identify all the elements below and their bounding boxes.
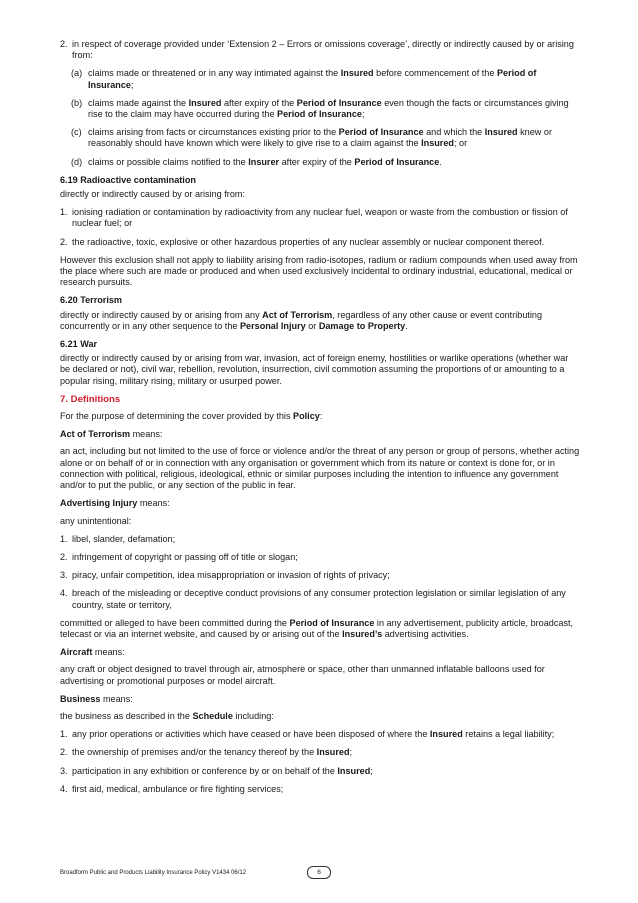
item-text: the radioactive, toxic, explosive or other hazardous properties of any nuclear assembly or nuclear component thereof. <box>72 236 545 247</box>
defined-term: Period of Insurance <box>88 68 537 90</box>
definitions-heading: 7. Definitions <box>60 393 121 405</box>
text-run: before commencement of the <box>373 68 497 79</box>
defined-term: Insured’s <box>342 628 383 639</box>
text-run: even though the facts or circumstances giving rise to the claim may have occurred during the <box>88 97 569 120</box>
defined-term: Period of Insurance <box>354 156 440 167</box>
defined-term: Policy <box>293 411 320 422</box>
defined-term: Business <box>60 693 101 704</box>
definition-term <box>60 694 580 705</box>
text-run: For the purpose of determining the cover provided by this <box>60 411 294 422</box>
list-item <box>60 207 580 229</box>
text-run: ; <box>349 747 353 758</box>
defined-term: Period of Insurance <box>289 617 375 628</box>
item-number: 2. <box>60 236 68 247</box>
item-number: 3. <box>60 570 68 581</box>
defined-term: Insured <box>484 127 518 138</box>
text-run: ; <box>370 765 373 776</box>
sub-item <box>60 157 580 168</box>
definition-text: an act, including but not limited to the use of force or violence and/or the threat of any person or group of persons, whether acting alone or on behalf of or in connection with any organisation or government which from its nature or context is done for, or in connection with political, religious, ideological, ethnic or similar purposes including the intention to influence any government and/or to put the public, or any section of the public in fear. <box>60 446 580 491</box>
item-number: 2. <box>60 747 68 758</box>
section-heading: 6.19 Radioactive contamination <box>60 174 196 185</box>
list-item <box>60 237 580 248</box>
definition-text: any craft or object designed to travel through air, atmosphere or space, other than unmanned inflatable balloons used for advertising or promotional purposes or model aircraft. <box>60 664 545 686</box>
item-number: 1. <box>60 729 68 740</box>
text-run: and which the <box>423 127 485 138</box>
list-item <box>60 588 580 610</box>
text-run: claims made against the <box>88 97 189 108</box>
text-run: knew or reasonably should have known which were likely to give rise to a claim against the <box>88 127 552 149</box>
item-text: in respect of coverage provided under ‘Extension 2 – Errors or omissions coverage’, directly or indirectly caused by or arising from: <box>72 39 574 61</box>
sub-item <box>60 127 580 149</box>
text-run: means: <box>100 693 133 704</box>
text-run: first aid, medical, ambulance or fire fighting services; <box>72 783 284 794</box>
text-run: , regardless of any other cause or event contributing concurrently or in any other sequence to the <box>60 309 543 331</box>
defined-term: Aircraft <box>60 647 93 658</box>
defined-term: Schedule <box>192 710 233 721</box>
sub-item <box>60 68 580 90</box>
paragraph: directly or indirectly caused by or arising from war, invasion, act of foreign enemy, hostilities or warlike operations (whether war be declared or not), civil war, rebellion, revolution, insurrection, civil commotion assuming the proportions of or amounting to a popular rising, military rising, military or usurped power. <box>60 353 569 386</box>
list-item <box>60 570 580 581</box>
paragraph: directly or indirectly caused by or arising from: <box>60 189 245 200</box>
item-text: libel, slander, defamation; <box>72 533 176 544</box>
paragraph <box>60 411 580 422</box>
text-run: ; <box>130 79 134 90</box>
paragraph: However this exclusion shall not apply to liability arising from radio-isotopes, radium or radium compounds when used away from the place where such are made or produced and when used exclusively incidental to ordinary industrial, educational, medical or research pursuits. <box>60 254 578 288</box>
sub-item-label: (d) <box>71 156 83 167</box>
section-heading: 6.20 Terrorism <box>60 295 123 306</box>
text-run: means: <box>137 498 170 509</box>
item-number: 2. <box>60 39 68 49</box>
text-run: the ownership of premises and/or the tenancy thereof by the <box>72 747 317 758</box>
item-number: 2. <box>60 551 68 562</box>
list-item <box>60 766 580 777</box>
list-item <box>60 784 580 795</box>
text-run: directly or indirectly caused by or arising from any <box>60 309 263 320</box>
list-item <box>60 552 580 563</box>
definition-term <box>60 429 580 440</box>
defined-term: Insurer <box>248 156 280 167</box>
item-number: 3. <box>60 765 68 776</box>
list-item <box>60 747 580 758</box>
paragraph <box>60 310 580 332</box>
paragraph <box>60 711 580 722</box>
text-run: in any advertisement, publicity article, broadcast, telecast or via an internet website, and caused by or arising out of the <box>60 617 574 639</box>
text-run: ; or <box>453 138 468 149</box>
defined-term: Period of Insurance <box>296 97 382 108</box>
definition-term <box>60 498 580 509</box>
defined-term: Insured <box>337 765 371 776</box>
defined-term: Damage to Property <box>318 320 406 331</box>
text-run: after expiry of the <box>221 97 297 108</box>
item-number: 4. <box>60 783 68 794</box>
page-number: 6 <box>307 866 331 879</box>
sub-item <box>60 98 580 120</box>
defined-term: Insured <box>188 97 222 108</box>
section-heading: 6.21 War <box>60 339 98 350</box>
defined-term: Personal Injury <box>239 320 306 331</box>
definition-term <box>60 647 580 658</box>
item-number: 1. <box>60 207 68 218</box>
text-run: claims made or threatened or in any way intimated against the <box>88 68 341 79</box>
paragraph: any unintentional: <box>60 515 132 526</box>
document-body <box>60 39 580 802</box>
footer-text: Broadform Public and Products Liability Insurance Policy V1434 06/12 <box>60 870 247 876</box>
text-run: claims or possible claims notified to the <box>88 156 249 167</box>
item-number: 1. <box>60 533 68 544</box>
sub-item-label: (b) <box>71 97 83 108</box>
text-run: or <box>305 320 319 331</box>
defined-term: Insured <box>429 729 463 740</box>
item-text: ionising radiation or contamination by radioactivity from any nuclear fuel, weapon or waste from the combustion or fission of nuclear fuel; or <box>72 207 568 229</box>
text-run: claims arising from facts or circumstances existing prior to the <box>88 127 339 138</box>
text-run: means: <box>130 429 163 440</box>
item-text: infringement of copyright or passing off of title or slogan; <box>72 551 298 562</box>
item-text: breach of the misleading or deceptive conduct provisions of any consumer protection legislation or similar legislation of any country, state or territory, <box>72 588 566 610</box>
list-item <box>60 39 580 61</box>
text-run: ; <box>361 109 365 120</box>
list-item <box>60 534 580 545</box>
text-run: after expiry of the <box>279 156 355 167</box>
defined-term: Insured <box>340 68 374 79</box>
list-item <box>60 729 580 740</box>
text-run: : <box>319 411 323 422</box>
sub-item-label: (c) <box>71 127 82 138</box>
text-run: . <box>439 156 442 167</box>
text-run: retains a legal liability; <box>462 729 555 740</box>
defined-term: Advertising Injury <box>60 498 138 509</box>
text-run: committed or alleged to have been committed during the <box>60 617 290 628</box>
text-run: . <box>405 320 408 331</box>
defined-term: Period of Insurance <box>277 109 362 120</box>
text-run: means: <box>92 647 125 658</box>
paragraph <box>60 618 580 640</box>
text-run: advertising activities. <box>382 628 469 639</box>
defined-term: Insured <box>421 138 454 149</box>
item-text: piracy, unfair competition, idea misappropriation or invasion of rights of privacy; <box>72 570 390 581</box>
sub-item-label: (a) <box>71 68 83 79</box>
text-run: any prior operations or activities which have ceased or have been disposed of where the <box>72 729 430 740</box>
text-run: participation in any exhibition or conference by or on behalf of the <box>72 765 338 776</box>
item-number: 4. <box>60 588 68 599</box>
defined-term: Act of Terrorism <box>262 309 333 320</box>
text-run: the business as described in the <box>60 710 193 721</box>
defined-term: Insured <box>316 747 350 758</box>
defined-term: Act of Terrorism <box>60 429 131 440</box>
text-run: including: <box>232 710 274 721</box>
defined-term: Period of Insurance <box>338 127 424 138</box>
